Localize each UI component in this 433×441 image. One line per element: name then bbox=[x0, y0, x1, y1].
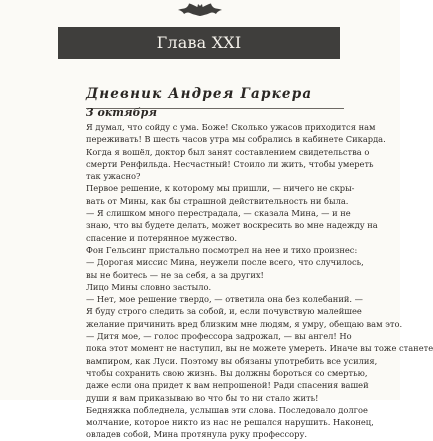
text-line: души я вам приказываю во что бы то ни стало жить! bbox=[86, 392, 319, 403]
text-line: переживать! В шесть часов утра мы собрались в кабинете Сикарда. bbox=[86, 134, 386, 145]
bat-icon bbox=[178, 3, 222, 16]
text-line: Фон Гельсинг пристально посмотрел на нее и тихо произнес: bbox=[86, 244, 358, 255]
chapter-header-band bbox=[58, 27, 340, 59]
text-line: вать от Мины, как бы страшной действительность ни была. bbox=[86, 195, 349, 206]
text-line: Первое решение, к которому мы пришли, — ничего не скры- bbox=[86, 183, 355, 194]
text-line: так ужасно? bbox=[86, 171, 141, 182]
text-line: молчание, которое никто из нас не решался нарушить. Наконец, bbox=[86, 417, 374, 428]
entry-date: 3 октября bbox=[86, 106, 158, 119]
text-line: овладев собой, Мина протянула руку профессору. bbox=[86, 429, 307, 440]
text-line: — Дорогая миссис Мина, неужели после всего, что случилось, bbox=[86, 257, 364, 268]
chapter-title: Глава XXI bbox=[156, 33, 242, 52]
text-line: смерти Ренфильда. Несчастный! Стоило ли жить, чтобы умереть bbox=[86, 158, 374, 169]
text-line: спасение и потерянное мужество. bbox=[86, 232, 238, 243]
text-line: Бедняжка побледнела, услышав эти слова. Последовало долгое bbox=[86, 404, 368, 415]
text-line: Я думал, что сойду с ума. Боже! Сколько ужасов приходится нам bbox=[86, 122, 376, 132]
text-line: вы не боитесь — не за себя, а за других! bbox=[86, 269, 264, 280]
section-title: Дневник Андрея Гаркера bbox=[86, 86, 313, 102]
text-line: знаю, что вы будете делать, может воскресить во мне надежду на bbox=[86, 220, 378, 231]
text-line: — Дитя мое, — голос профессора задрожал, — вы ангел! Но bbox=[86, 331, 352, 342]
text-line: — Нет, мое решение твердо, — ответила она без колебаний. — bbox=[86, 294, 363, 305]
text-line: чтобы сохранить свою жизнь. Вы должны бороться со смертью, bbox=[86, 367, 368, 378]
text-line: вампиром, как Луси. Поэтому вы обязаны употребить все усилия, bbox=[86, 355, 378, 366]
text-line: пока этот момент не наступил, вы не можете умереть. Иначе вы тоже станете bbox=[86, 343, 433, 354]
text-line: — Я слишком много перестрадала, — сказала Мина, — и не bbox=[86, 208, 351, 219]
text-line: желание причинить вред близким мне людям, я умру, обещаю вам это. bbox=[86, 318, 403, 329]
body-text bbox=[86, 121, 433, 441]
text-line: даже если она придет к вам непрошеной! Ради спасения вашей bbox=[86, 380, 369, 391]
text-line: Когда я вошёл, доктор был занят составлением свидетельства о bbox=[86, 146, 370, 157]
text-line: Лицо Мины словно застыло. bbox=[86, 281, 212, 292]
text-line: Я буду строго следить за собой, и, если почувствую малейшее bbox=[86, 306, 362, 317]
